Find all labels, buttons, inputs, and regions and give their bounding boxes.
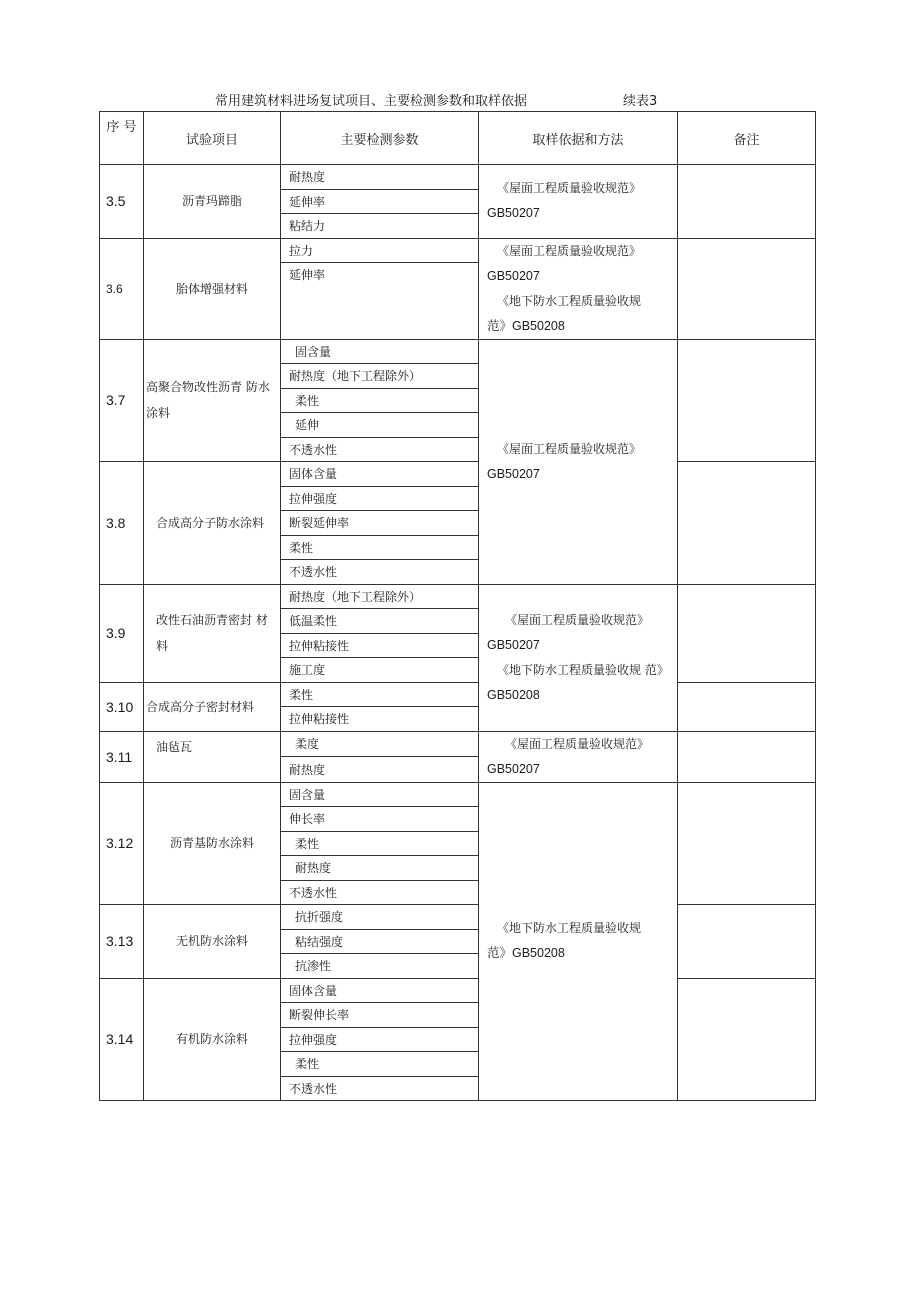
param-cell: 延伸率: [281, 189, 479, 214]
table-row: [100, 978, 816, 1003]
basis-cell: [479, 584, 678, 731]
param-cell: 施工度: [281, 658, 479, 683]
remark-cell: [678, 339, 816, 462]
param-cell: 柔性: [281, 1052, 479, 1077]
row-no: 3.6: [100, 238, 144, 339]
table-row: [100, 165, 816, 190]
table-row: [100, 584, 816, 609]
param-cell: 柔度: [281, 731, 479, 757]
basis-line: 范》GB50208: [487, 946, 565, 961]
basis-line: 《地下防水工程质量验收规: [497, 293, 642, 308]
row-no: 3.12: [100, 782, 144, 905]
row-item: 沥青基防水涂料: [144, 782, 281, 905]
row-item: 高聚合物改性沥青 防水涂料: [144, 339, 281, 462]
basis-line: GB50207: [487, 268, 540, 283]
header-params: 主要检测参数: [281, 112, 479, 165]
basis-line: 范》GB50208: [487, 318, 565, 333]
param-cell: 抗渗性: [281, 954, 479, 979]
param-cell: 耐热度: [281, 165, 479, 190]
row-item: 油毡瓦: [144, 731, 281, 782]
basis-line: GB50207: [487, 637, 540, 652]
param-cell: 延伸率: [281, 263, 479, 339]
param-cell: 柔性: [281, 831, 479, 856]
param-cell: 断裂延伸率: [281, 511, 479, 536]
basis-line: 《地下防水工程质量验收规: [497, 921, 642, 936]
table-row: [100, 238, 816, 263]
row-no: 3.11: [100, 731, 144, 782]
remark-cell: [678, 462, 816, 585]
basis-line: 《屋面工程质量验收规范》: [497, 243, 642, 258]
row-item: 合成高分子密封材料: [144, 682, 281, 731]
remark-cell: [678, 238, 816, 339]
param-cell: 不透水性: [281, 880, 479, 905]
basis-cell: [479, 165, 678, 239]
row-no: 3.5: [100, 165, 144, 239]
remark-cell: [678, 682, 816, 731]
row-item: 沥青玛蹄脂: [144, 165, 281, 239]
header-no: 序 号: [100, 112, 144, 165]
param-cell: 耐热度（地下工程除外）: [281, 364, 479, 389]
table-row: [100, 339, 816, 364]
param-cell: 拉力: [281, 238, 479, 263]
basis-line: 《屋面工程质量验收规范》: [497, 441, 642, 456]
basis-line: GB50207: [487, 206, 540, 221]
table-row: [100, 462, 816, 487]
basis-line: GB50208: [487, 687, 540, 702]
param-cell: 柔性: [281, 388, 479, 413]
param-cell: 固含量: [281, 782, 479, 807]
param-cell: 伸长率: [281, 807, 479, 832]
row-no: 3.13: [100, 905, 144, 979]
param-cell: 柔性: [281, 682, 479, 707]
param-cell: 延伸: [281, 413, 479, 438]
param-cell: 柔性: [281, 535, 479, 560]
remark-cell: [678, 731, 816, 782]
table-row: [100, 782, 816, 807]
basis-line: GB50207: [487, 466, 540, 481]
param-cell: 拉伸强度: [281, 486, 479, 511]
page-title: [100, 90, 815, 110]
param-cell: 固含量: [281, 339, 479, 364]
param-cell: 固体含量: [281, 978, 479, 1003]
table-row: [100, 731, 816, 757]
basis-cell: [479, 782, 678, 1101]
row-no: 3.14: [100, 978, 144, 1101]
row-item: 无机防水涂料: [144, 905, 281, 979]
header-row: [100, 112, 816, 165]
row-item: 有机防水涂料: [144, 978, 281, 1101]
param-cell: 粘结力: [281, 214, 479, 239]
param-cell: 抗折强度: [281, 905, 479, 930]
basis-line: 《屋面工程质量验收规范》: [505, 612, 650, 627]
param-cell: 不透水性: [281, 560, 479, 585]
param-cell: 低温柔性: [281, 609, 479, 634]
row-no: 3.7: [100, 339, 144, 462]
basis-cell: [479, 731, 678, 782]
param-cell: 不透水性: [281, 437, 479, 462]
basis-cell: [479, 238, 678, 339]
basis-line: 《屋面工程质量验收规范》: [505, 736, 650, 751]
table-row: [100, 905, 816, 930]
basis-cell: [479, 339, 678, 584]
table-row: [100, 682, 816, 707]
remark-cell: [678, 782, 816, 905]
header-remark: 备注: [678, 112, 816, 165]
row-no: 3.10: [100, 682, 144, 731]
param-cell: 拉伸粘接性: [281, 633, 479, 658]
basis-line: GB50207: [487, 761, 540, 776]
header-basis: 取样依据和方法: [479, 112, 678, 165]
row-no: 3.9: [100, 584, 144, 682]
param-cell: 耐热度: [281, 856, 479, 881]
table-title: 常用建筑材料进场复试项目、主要检测参数和取样依据: [215, 94, 528, 109]
param-cell: 不透水性: [281, 1076, 479, 1101]
continued-label: 续表3: [623, 94, 658, 109]
row-item: 改性石油沥青密封 材料: [144, 584, 281, 682]
row-item: 合成高分子防水涂料: [144, 462, 281, 585]
row-item: 胎体增强材料: [144, 238, 281, 339]
param-cell: 固体含量: [281, 462, 479, 487]
param-cell: 粘结强度: [281, 929, 479, 954]
param-cell: 耐热度: [281, 757, 479, 783]
basis-line: 《屋面工程质量验收规范》: [497, 181, 642, 196]
materials-table: [99, 111, 816, 1101]
param-cell: 拉伸粘接性: [281, 707, 479, 732]
header-item: 试验项目: [144, 112, 281, 165]
remark-cell: [678, 165, 816, 239]
remark-cell: [678, 584, 816, 682]
remark-cell: [678, 978, 816, 1101]
basis-line: 《地下防水工程质量验收规 范》: [497, 662, 669, 677]
param-cell: 耐热度（地下工程除外）: [281, 584, 479, 609]
row-no: 3.8: [100, 462, 144, 585]
param-cell: 拉伸强度: [281, 1027, 479, 1052]
param-cell: 断裂伸长率: [281, 1003, 479, 1028]
remark-cell: [678, 905, 816, 979]
